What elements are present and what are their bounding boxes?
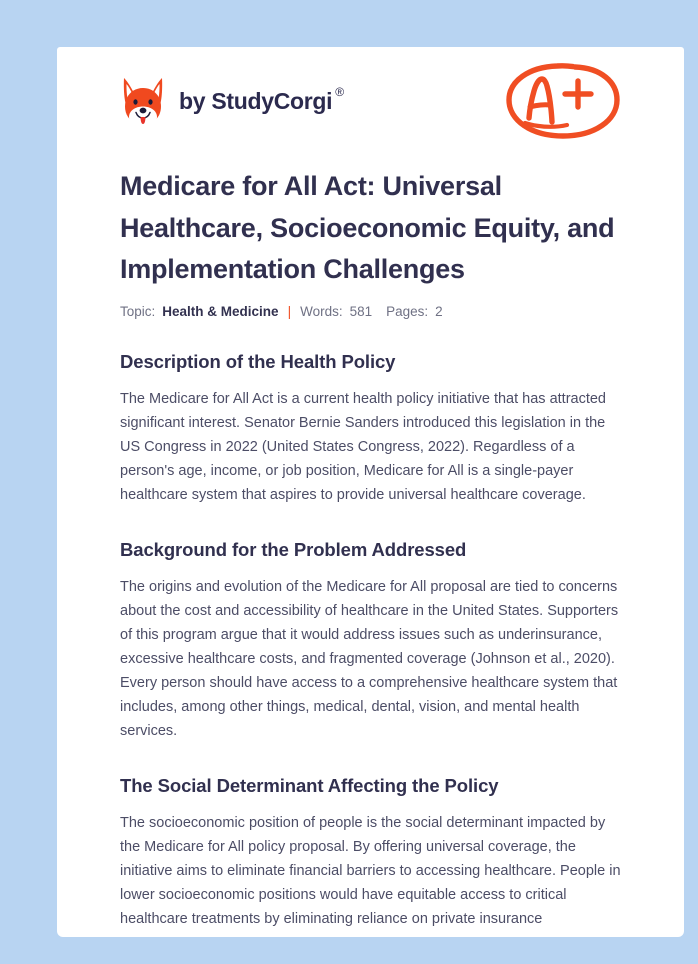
document-meta: [120, 304, 621, 319]
corgi-face-icon: [120, 75, 166, 127]
registered-trademark-icon: ®: [335, 84, 344, 99]
section-paragraph: The socioeconomic position of people is the social determinant impacted by the Medicare for All policy proposal. By offering universal coverage, the initiative aims to eliminate financial barriers to accessing healthcare. People in lower socioeconomic positions would have equitable access to critical healthcare treatments by eliminating reliance on private insurance: [120, 814, 621, 927]
section-heading: Background for the Problem Addressed: [120, 538, 467, 560]
a-plus-grade-icon: [505, 60, 621, 142]
section-paragraph: The Medicare for All Act is a current health policy initiative that has attracted significant interest. Senator Bernie Sanders introduced this legislation in the US Congress in 2022 (United States Congress, 2022). Regardless of a person's age, income, or job position, Medicare for All is a single-payer healthcare system that aspires to provide universal healthcare coverage.: [120, 390, 606, 503]
page-title: Medicare for All Act: Universal Healthcare, Socioeconomic Equity, and Implementation Challenges: [120, 171, 615, 284]
brand-wordmark: [179, 84, 344, 115]
section-heading: The Social Determinant Affecting the Policy: [120, 774, 499, 796]
brand-name-text: by StudyCorgi: [179, 87, 333, 114]
document-header: [120, 47, 621, 155]
section-paragraph: The origins and evolution of the Medicare for All proposal are tied to concerns about the cost and accessibility of healthcare in the United States. Supporters of this program argue that it would address issues such as underinsurance, excessive healthcare costs, and fragmented coverage (Johnson et al., 2020). Every person should have access to a comprehensive healthcare system that includes, among other things, medical, dental, vision, and mental health services.: [120, 578, 619, 739]
studycorgi-brand[interactable]: [120, 75, 344, 127]
meta-pages-label: Pages:: [386, 303, 429, 319]
section-heading: Description of the Health Policy: [120, 350, 396, 372]
meta-topic-label: Topic:: [120, 303, 156, 319]
meta-words-value: 581: [349, 303, 373, 319]
page-content: [57, 47, 684, 931]
meta-pages-value: 2: [435, 303, 443, 319]
document-page: [57, 47, 684, 937]
meta-topic-value[interactable]: Health & Medicine: [162, 303, 279, 319]
meta-words-label: Words:: [300, 303, 343, 319]
meta-separator: |: [287, 303, 292, 319]
